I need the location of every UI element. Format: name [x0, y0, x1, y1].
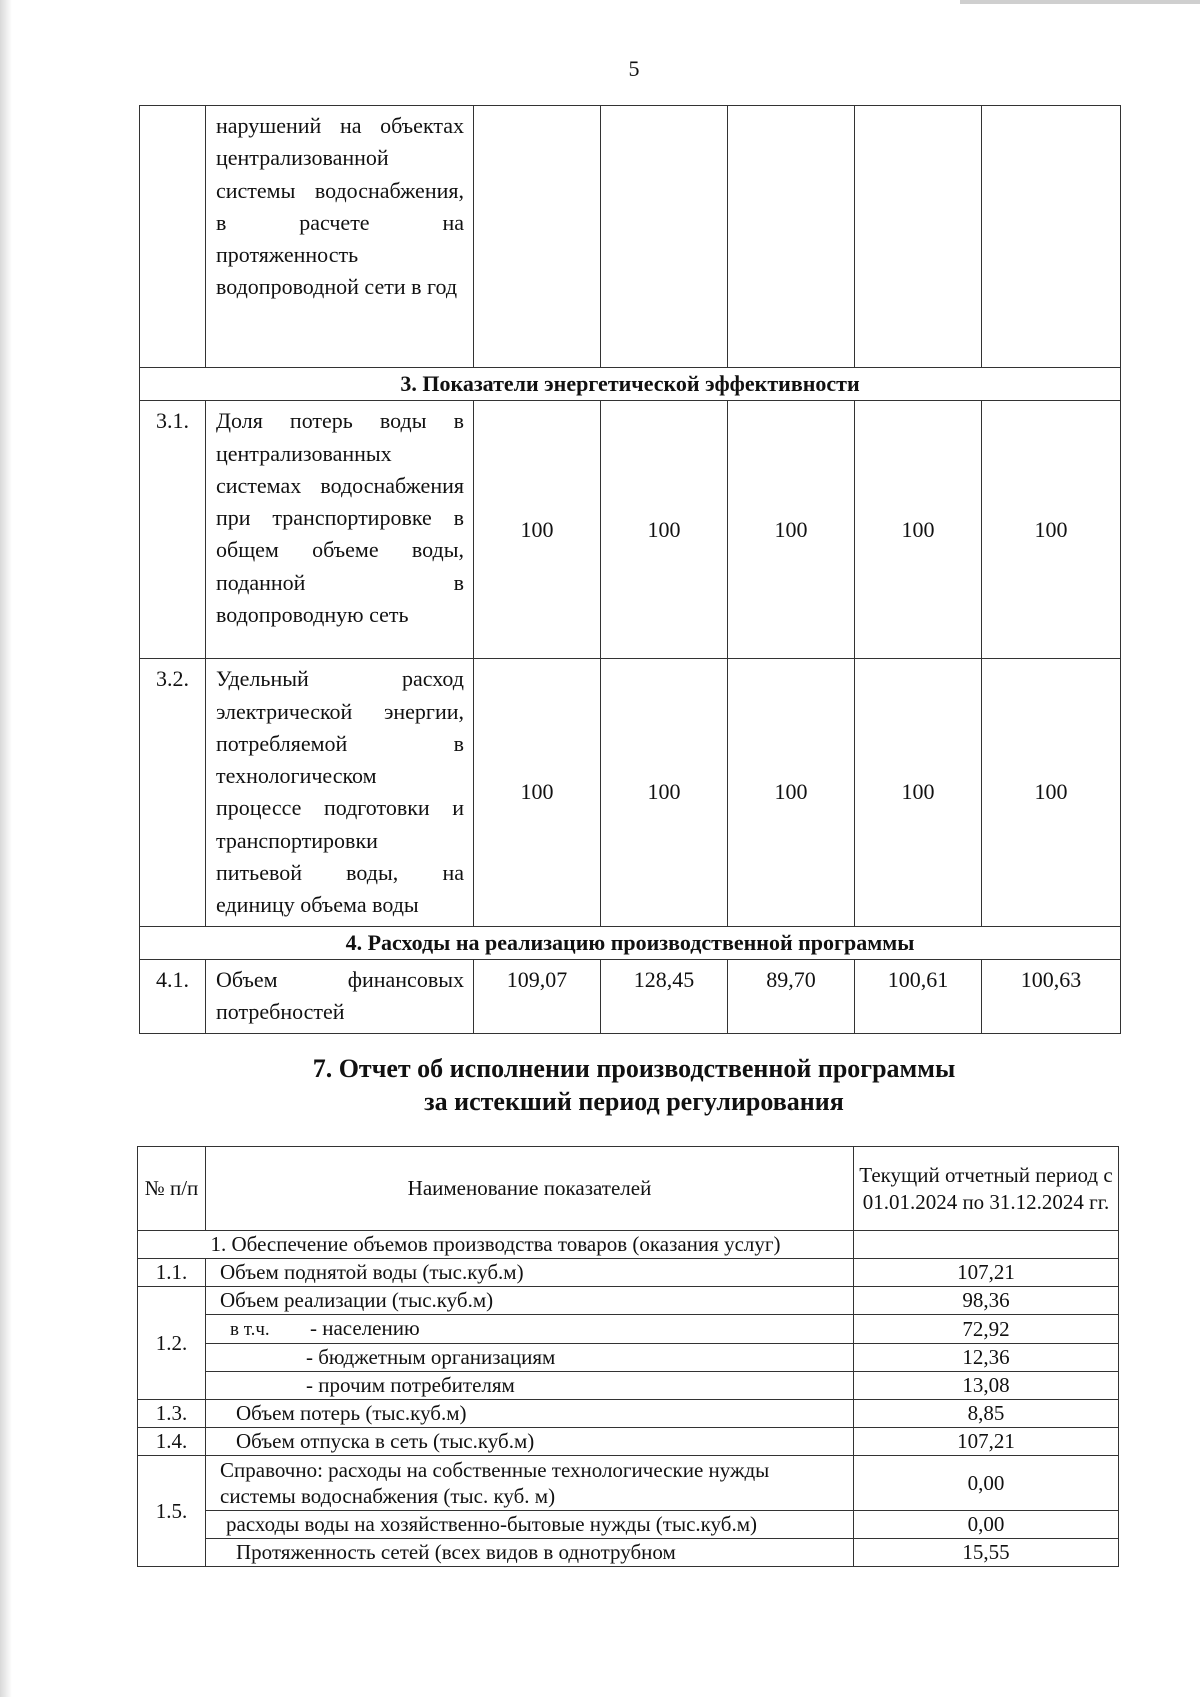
scan-shadow-top	[960, 0, 1200, 4]
row-number: 3.1.	[140, 401, 206, 659]
indicator-name: нарушений на объектах централизованной системы водоснабжения, в расчете на протяженность водопроводной сети в год	[206, 106, 474, 368]
table-row	[138, 1315, 1119, 1344]
row-number-cell	[140, 106, 206, 368]
table-row	[138, 1259, 1119, 1287]
section-heading: 3. Показатели энергетической эффективности	[140, 368, 1121, 401]
value-cell	[854, 1231, 1119, 1259]
report-title-line1: 7. Отчет об исполнении производственной программы	[312, 1054, 956, 1083]
row-number: 1.3.	[138, 1400, 206, 1428]
table-row	[138, 1400, 1119, 1428]
incl-prefix: в т.ч.	[230, 1319, 270, 1340]
value-cell: 8,85	[854, 1400, 1119, 1428]
table-row	[140, 959, 1121, 1033]
table-row	[138, 1287, 1119, 1315]
value-cell	[474, 106, 601, 368]
value-cell: 107,21	[854, 1428, 1119, 1456]
value-cell: 109,07	[474, 959, 601, 1033]
group-heading-row	[138, 1231, 1119, 1259]
value-cell: 100	[982, 659, 1121, 926]
indicator-name: Справочно: расходы на собственные технологические нужды системы водоснабжения (тыс. куб. м)	[206, 1456, 854, 1511]
value-cell	[982, 106, 1121, 368]
value-cell: 100,63	[982, 959, 1121, 1033]
value-cell	[601, 106, 728, 368]
value-cell: 107,21	[854, 1259, 1119, 1287]
row-number: 1.5.	[138, 1456, 206, 1567]
indicator-name	[206, 1315, 854, 1344]
value-cell: 100	[728, 401, 855, 659]
table-row	[138, 1344, 1119, 1372]
value-cell: 89,70	[728, 959, 855, 1033]
value-cell: 100	[474, 401, 601, 659]
value-cell: 100	[601, 659, 728, 926]
header-name: Наименование показателей	[206, 1147, 854, 1231]
indicator-name: Объем реализации (тыс.куб.м)	[206, 1287, 854, 1315]
section-heading-row	[140, 926, 1121, 959]
sub-name: - населению	[310, 1316, 420, 1340]
value-cell	[728, 106, 855, 368]
section-heading: 4. Расходы на реализацию производственной программы	[140, 926, 1121, 959]
table-row	[138, 1539, 1119, 1567]
value-cell: 98,36	[854, 1287, 1119, 1315]
row-number: 1.1.	[138, 1259, 206, 1287]
table-row	[138, 1456, 1119, 1511]
indicator-name: - бюджетным организациям	[206, 1344, 854, 1372]
table-row-continued	[140, 106, 1121, 368]
indicator-name: Удельный расход электрической энергии, потребляемой в технологическом процессе подготовки и транспортировки питьевой воды, на единицу объема воды	[206, 659, 474, 926]
table-row	[138, 1428, 1119, 1456]
value-cell: 13,08	[854, 1372, 1119, 1400]
indicator-name: - прочим потребителям	[206, 1372, 854, 1400]
indicator-name: Объем финансовых потребностей	[206, 959, 474, 1033]
section-heading-row	[140, 368, 1121, 401]
header-num: № п/п	[138, 1147, 206, 1231]
value-cell: 15,55	[854, 1539, 1119, 1567]
table-row	[140, 659, 1121, 926]
indicator-name: Протяженность сетей (всех видов в однотрубном	[206, 1539, 854, 1567]
table-row	[140, 401, 1121, 659]
value-cell: 12,36	[854, 1344, 1119, 1372]
page-number: 5	[628, 56, 640, 81]
value-cell: 100	[855, 659, 982, 926]
header-row	[138, 1147, 1119, 1231]
indicator-name: Объем поднятой воды (тыс.куб.м)	[206, 1259, 854, 1287]
value-cell: 0,00	[854, 1456, 1119, 1511]
value-cell: 100	[982, 401, 1121, 659]
header-period: Текущий отчетный период с 01.01.2024 по 31.12.2024 гг.	[854, 1147, 1119, 1231]
indicator-name: Доля потерь воды в централизованных системах водоснабжения при транспортировке в общем объеме воды, поданной в водопроводную сеть	[206, 401, 474, 659]
row-number: 3.2.	[140, 659, 206, 926]
value-cell: 72,92	[854, 1315, 1119, 1344]
report-title	[0, 1052, 1200, 1118]
value-cell: 128,45	[601, 959, 728, 1033]
indicator-name: Объем потерь (тыс.куб.м)	[206, 1400, 854, 1428]
scan-shadow-edge	[0, 0, 12, 1697]
report-table	[137, 1146, 1119, 1567]
row-number: 4.1.	[140, 959, 206, 1033]
table-row	[138, 1372, 1119, 1400]
value-cell	[855, 106, 982, 368]
value-cell: 100,61	[855, 959, 982, 1033]
indicator-name: Объем отпуска в сеть (тыс.куб.м)	[206, 1428, 854, 1456]
row-number: 1.2.	[138, 1287, 206, 1400]
value-cell: 100	[855, 401, 982, 659]
row-number: 1.4.	[138, 1428, 206, 1456]
value-cell: 100	[474, 659, 601, 926]
value-cell: 100	[601, 401, 728, 659]
table-row	[138, 1511, 1119, 1539]
value-cell: 100	[728, 659, 855, 926]
indicator-name: расходы воды на хозяйственно-бытовые нужды (тыс.куб.м)	[206, 1511, 854, 1539]
indicators-table	[139, 105, 1121, 1034]
value-cell: 0,00	[854, 1511, 1119, 1539]
report-title-line2: за истекший период регулирования	[424, 1087, 844, 1116]
group-heading: 1. Обеспечение объемов производства товаров (оказания услуг)	[138, 1231, 854, 1259]
